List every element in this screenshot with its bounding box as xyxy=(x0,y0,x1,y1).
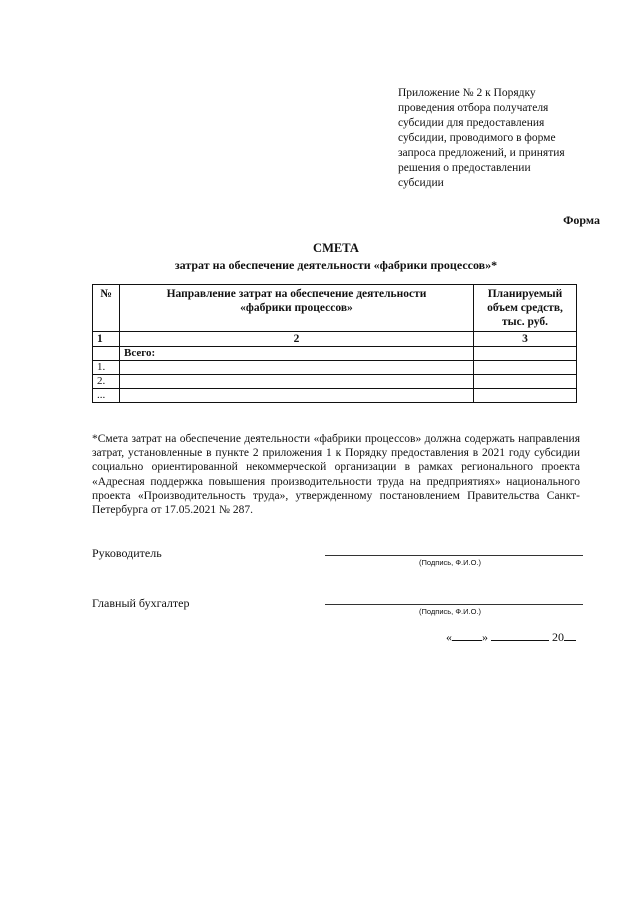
header-plan-line: тыс. руб. xyxy=(502,316,548,328)
table-header-row xyxy=(93,285,577,332)
table-index-row xyxy=(93,332,577,347)
table-cell xyxy=(474,361,577,375)
appendix-line: субсидии, проводимого в форме xyxy=(398,132,556,144)
header-direction-line: Направление затрат на обеспечение деятельности xyxy=(166,288,427,300)
document-title: СМЕТА xyxy=(313,241,359,255)
head-signature-line xyxy=(325,554,583,556)
table-cell xyxy=(120,375,474,389)
head-signature-label: Руководитель xyxy=(92,546,162,560)
year-prefix: 20 xyxy=(552,630,564,644)
header-direction xyxy=(120,285,474,332)
appendix-line: субсидии xyxy=(398,177,444,189)
header-num xyxy=(93,285,120,332)
date-line xyxy=(446,629,576,645)
accountant-signature-label: Главный бухгалтер xyxy=(92,596,190,610)
date-open-quote: « xyxy=(446,630,452,644)
month-blank xyxy=(491,629,549,641)
table-cell xyxy=(120,361,474,375)
year-blank xyxy=(564,629,576,641)
row-num: 1. xyxy=(93,361,120,375)
appendix-line: субсидии для предоставления xyxy=(398,117,545,129)
day-blank xyxy=(452,629,482,641)
table-cell xyxy=(474,375,577,389)
table-row xyxy=(93,375,577,389)
index-cell: 2 xyxy=(120,332,474,347)
row-num: ... xyxy=(93,389,120,403)
estimate-table xyxy=(92,284,577,403)
table-cell xyxy=(93,347,120,361)
header-num-text: № xyxy=(100,288,112,300)
form-label: Форма xyxy=(563,213,600,227)
index-cell: 3 xyxy=(474,332,577,347)
header-direction-line: «фабрики процессов» xyxy=(240,302,353,314)
appendix-header xyxy=(398,86,618,191)
head-signature-hint: (Подпись, Ф.И.О.) xyxy=(419,558,482,567)
table-cell xyxy=(474,347,577,361)
appendix-line: Приложение № 2 к Порядку xyxy=(398,87,536,99)
accountant-signature-line xyxy=(325,603,583,605)
table-cell xyxy=(120,389,474,403)
date-close-quote: » xyxy=(482,630,488,644)
appendix-line: решения о предоставлении xyxy=(398,162,531,174)
index-cell: 1 xyxy=(93,332,120,347)
document-subtitle: затрат на обеспечение деятельности «фабрики процессов»* xyxy=(174,258,498,272)
appendix-line: запроса предложений, и принятия xyxy=(398,147,565,159)
table-row xyxy=(93,389,577,403)
header-plan xyxy=(474,285,577,332)
header-plan-line: Планируемый xyxy=(487,288,563,300)
table-row-total xyxy=(93,347,577,361)
footnote: *Смета затрат на обеспечение деятельности «фабрики процессов» должна содержать направления затрат, установленные в пункте 2 приложения 1 к Порядку предоставления в 2021 году субсидии социально ориентированной некоммерческой организации в рамках регионального проекта «Адресная поддержка повышения производительности труда на предприятиях» национального проекта «Производительность труда», утвержденному постановлением Правительства Санкт-Петербурга от 17.05.2021 № 287. xyxy=(92,433,580,517)
table-cell xyxy=(474,389,577,403)
accountant-signature-hint: (Подпись, Ф.И.О.) xyxy=(419,607,482,616)
table-row xyxy=(93,361,577,375)
total-label: Всего: xyxy=(120,347,474,361)
row-num: 2. xyxy=(93,375,120,389)
appendix-line: проведения отбора получателя xyxy=(398,102,549,114)
header-plan-line: объем средств, xyxy=(487,302,563,314)
